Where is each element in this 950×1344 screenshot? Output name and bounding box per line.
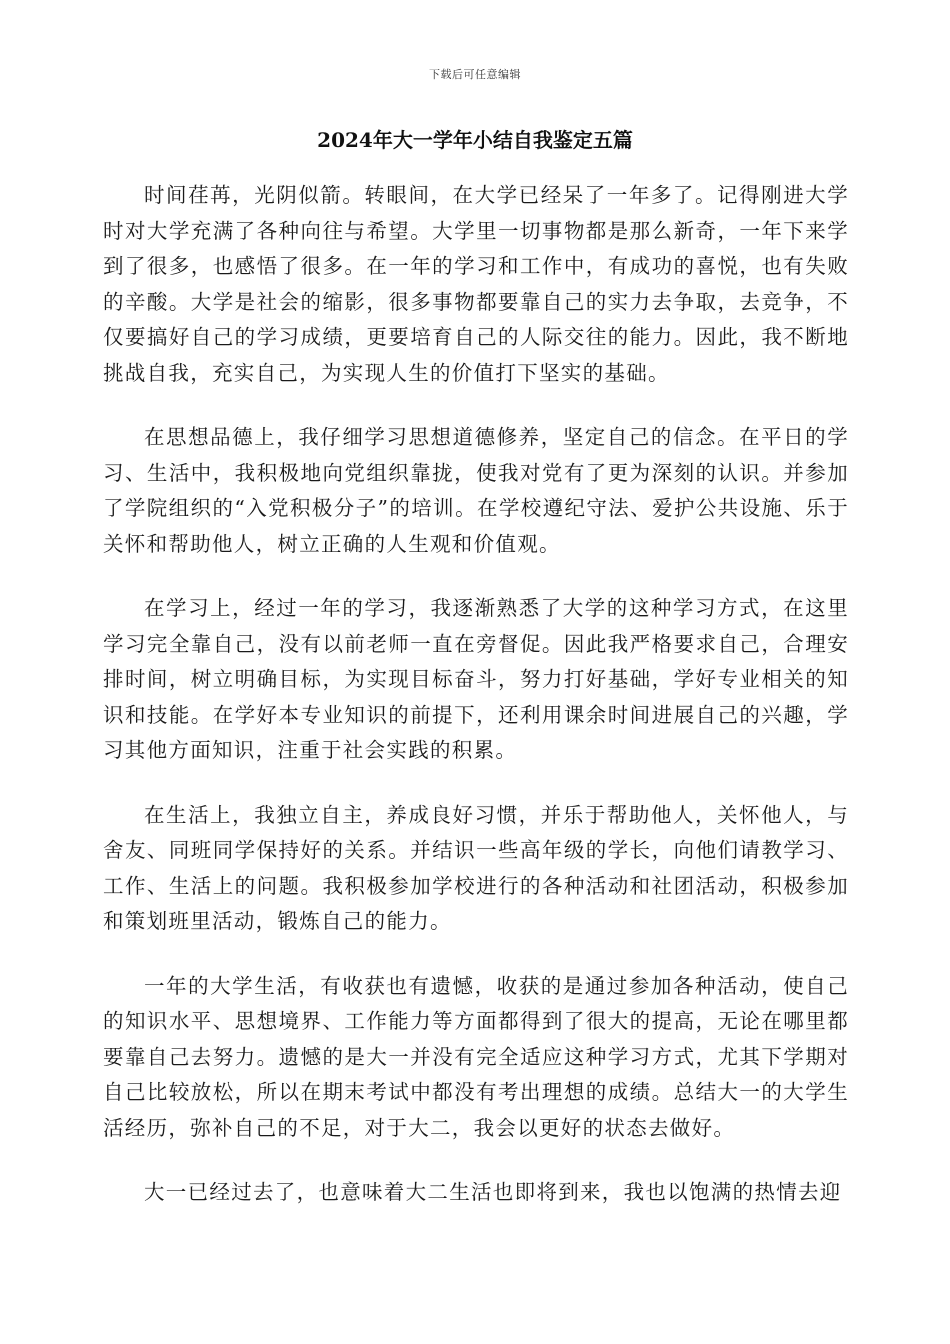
paragraph-intro: 时间荏苒，光阴似箭。转眼间，在大学已经呆了一年多了。记得刚进大学时对大学充满了各种向往与希望。大学里一切事物都是那么新奇，一年下来学到了很多，也感悟了很多。在一年的学习和工作中，有成功的喜悦，也有失败的辛酸。大学是社会的缩影，很多事物都要靠自己的实力去争取，去竞争，不仅要搞好自己的学习成绩，更要培育自己的人际交往的能力。因此，我不断地挑战自我，充实自己，为实现人生的价值打下坚实的基础。	[103, 183, 849, 385]
paragraph-outlook: 大一已经过去了，也意味着大二生活也即将到来，我也以饱满的热情去迎	[144, 1180, 842, 1204]
document-title: 2024年大一学年小结自我鉴定五篇	[317, 128, 633, 152]
document-body	[103, 178, 849, 1240]
paragraph-reflection: 一年的大学生活，有收获也有遗憾，收获的是通过参加各种活动，使自己的知识水平、思想境界、工作能力等方面都得到了很大的提高，无论在哪里都要靠自己去努力。遗憾的是大一并没有完全适应这种学习方式，尤其下学期对自己比较放松，所以在期末考试中都没有考出理想的成绩。总结大一的大学生活经历，弥补自己的不足，对于大二，我会以更好的状态去做好。	[103, 973, 849, 1140]
paragraph-ideology: 在思想品德上，我仔细学习思想道德修养，坚定自己的信念。在平日的学习、生活中，我积极地向党组织靠拢，使我对党有了更为深刻的认识。并参加了学院组织的“入党积极分子”的培训。在学校遵纪守法、爱护公共设施、乐于关怀和帮助他人，树立正确的人生观和价值观。	[103, 425, 849, 556]
paragraph-life: 在生活上，我独立自主，养成良好习惯，并乐于帮助他人，关怀他人，与舍友、同班同学保持好的关系。并结识一些高年级的学长，向他们请教学习、工作、生活上的问题。我积极参加学校进行的各种活动和社团活动，积极参加和策划班里活动，锻炼自己的能力。	[103, 802, 849, 933]
download-note: 下载后可任意编辑	[429, 68, 521, 81]
paragraph-study: 在学习上，经过一年的学习，我逐渐熟悉了大学的这种学习方式，在这里学习完全靠自己，没有以前老师一直在旁督促。因此我严格要求自己，合理安排时间，树立明确目标，为实现目标奋斗，努力打好基础，学好专业相关的知识和技能。在学好本专业知识的前提下，还利用课余时间进展自己的兴趣，学习其他方面知识，注重于社会实践的积累。	[103, 596, 849, 762]
